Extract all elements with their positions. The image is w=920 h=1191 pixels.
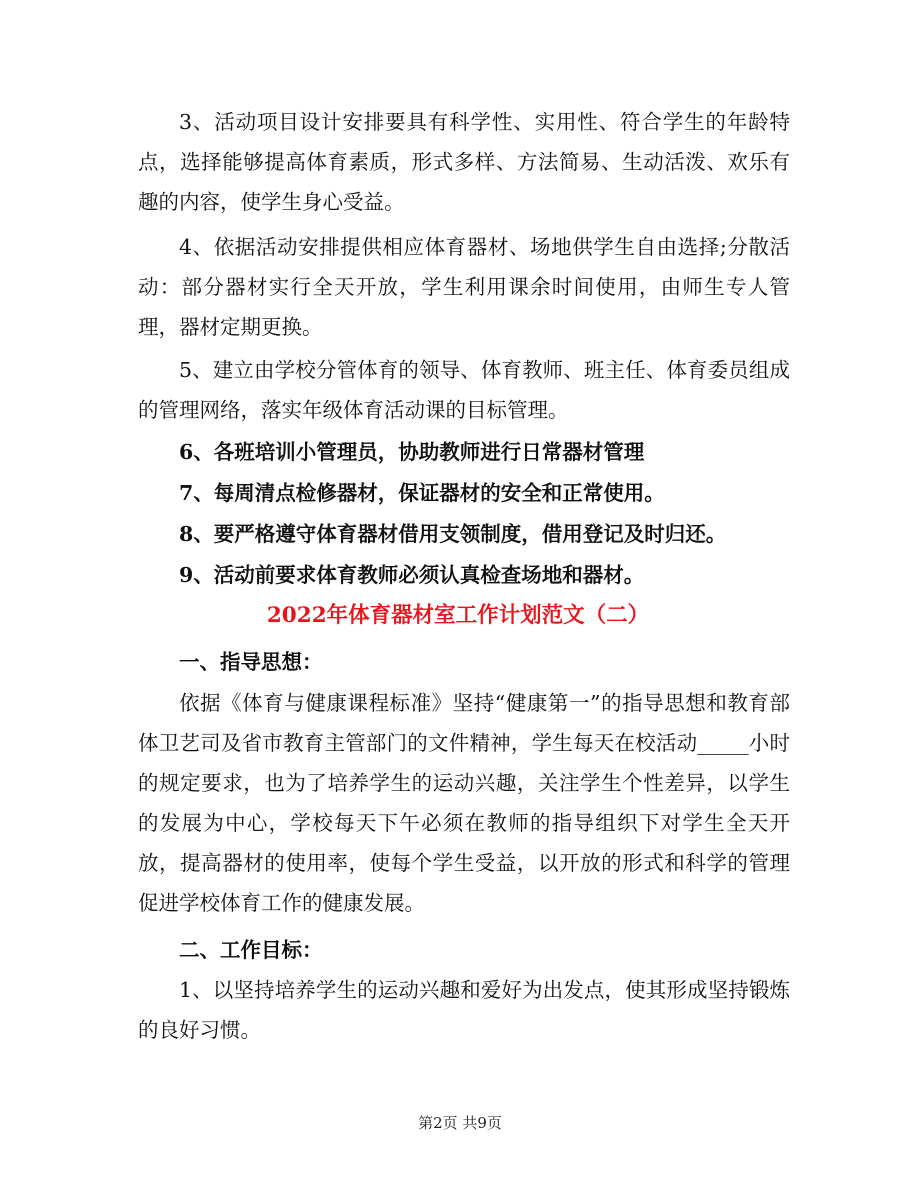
paragraph-item-6: 6、各班培训小管理员，协助教师进行日常器材管理 [179,440,645,464]
heading-guiding-thought: 一、指导思想： [179,650,323,674]
paragraph-item-4: 4、依据活动安排提供相应体育器材、场地供学生自由选择;分散活动：部分器材实行全天开放，学生利用课余时间使用，由师生专人管理，器材定期更换。 [138,235,790,339]
section-title: 2022年体育器材室工作计划范文（二） [266,603,650,628]
paragraph-goal-1: 1、以坚持培养学生的运动兴趣和爱好为出发点，使其形成坚持锻炼的良好习惯。 [138,978,790,1042]
paragraph-item-3: 3、活动项目设计安排要具有科学性、实用性、符合学生的年龄特点，选择能够提高体育素质，形式多样、方法简易、生动活泼、欢乐有趣的内容，使学生身心受益。 [138,110,790,214]
heading-work-goals: 二、工作目标： [179,938,323,962]
paragraph-item-8: 8、要严格遵守体育器材借用支领制度，借用登记及时归还。 [179,522,727,546]
paragraph-item-9: 9、活动前要求体育教师必须认真检查场地和器材。 [179,563,645,587]
paragraph-guiding-thought: 依据《体育与健康课程标准》坚持“健康第一”的指导思想和教育部体卫艺司及省市教育主管部门的文件精神，学生每天在校活动_____小时的规定要求，也为了培养学生的运动兴趣，关注学生个性差异，以学生的发展为中心，学校每天下午必须在教师的指导组织下对学生全天开放，提高器材的使用率，使每个学生受益，以开放的形式和科学的管理促进学校体育工作的健康发展。 [138,691,790,915]
paragraph-item-7: 7、每周清点检修器材，保证器材的安全和正常使用。 [179,481,665,505]
page-number-footer: 第2页 共9页 [418,1114,502,1132]
paragraph-item-5: 5、建立由学校分管体育的领导、体育教师、班主任、体育委员组成的管理网络，落实年级体育活动课的目标管理。 [138,358,790,422]
